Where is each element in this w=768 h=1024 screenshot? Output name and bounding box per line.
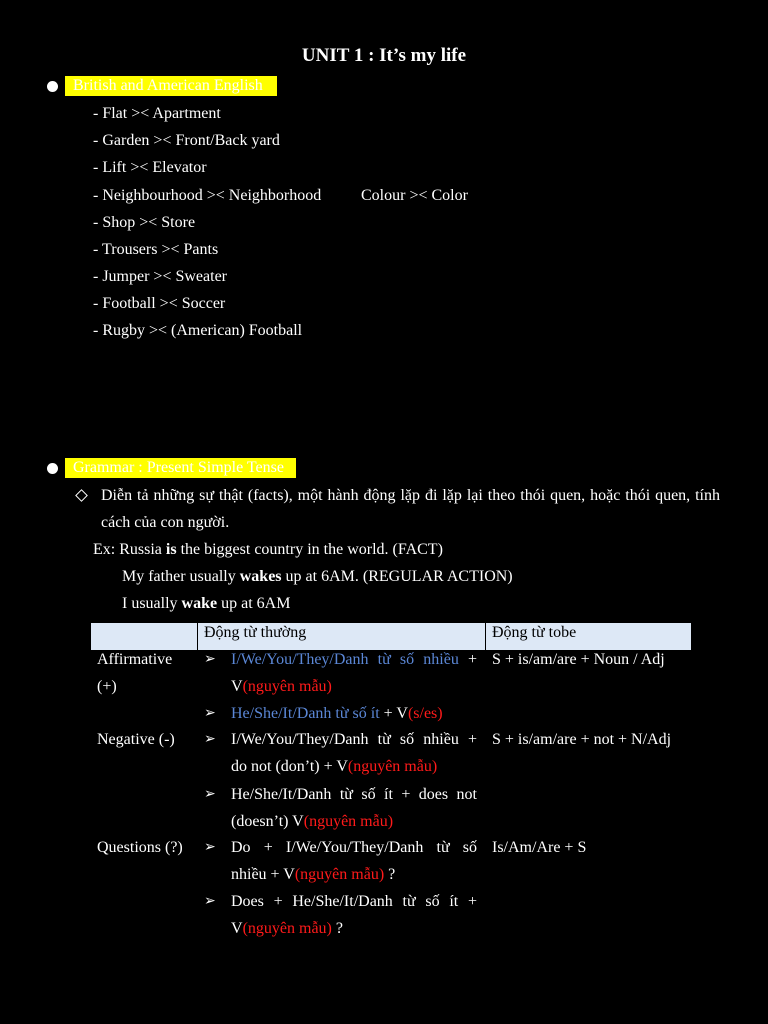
question-singular: Does + He/She/It/Danh từ số ít + V(nguyên mẫu) ? (231, 893, 477, 937)
example-3: I usually wake up at 6AM (122, 595, 291, 612)
vocab-item: - Flat >< Apartment (93, 105, 221, 122)
example-1: Ex: Russia is the biggest country in the world. (FACT) (93, 541, 443, 558)
tobe-questions: Is/Am/Are + S (492, 839, 587, 856)
row-label-affirmative: Affirmative (97, 651, 173, 668)
affirmative-plural: I/We/You/They/Danh từ số nhiều + V(nguyên mẫu) (231, 651, 477, 695)
vocab-item: - Shop >< Store (93, 214, 196, 231)
table-divider (197, 623, 198, 650)
table-header-normal-verbs: Động từ thường (204, 624, 307, 641)
section-heading-grammar: Grammar : Present Simple Tense (73, 459, 284, 476)
arrow-bullet-icon: ➢ (204, 732, 216, 747)
table-divider (485, 623, 486, 650)
page-title: UNIT 1 : It’s my life (301, 45, 467, 66)
vocab-item: - Garden >< Front/Back yard (93, 132, 280, 149)
negative-singular: He/She/It/Danh từ số ít + does not (doesn’t) V(nguyên mẫu) (231, 786, 477, 830)
bullet-icon (47, 463, 58, 474)
arrow-bullet-icon: ➢ (204, 652, 216, 667)
affirmative-singular: He/She/It/Danh từ số ít + V(s/es) (231, 705, 443, 722)
vocab-item: - Football >< Soccer (93, 295, 226, 312)
tobe-affirmative: S + is/am/are + Noun / Adj (492, 651, 665, 668)
arrow-bullet-icon: ➢ (204, 894, 216, 909)
vocab-item: - Trousers >< Pants (93, 241, 219, 258)
vocab-item: - Lift >< Elevator (93, 159, 207, 176)
table-header-tobe: Động từ tobe (492, 624, 577, 641)
row-label-negative: Negative (-) (97, 731, 175, 748)
vocab-item: - Rugby >< (American) Football (93, 322, 303, 339)
section-heading-british-american: British and American English (73, 77, 263, 94)
negative-plural: I/We/You/They/Danh từ số nhiều + do not (don’t) + V(nguyên mẫu) (231, 731, 477, 775)
row-label-questions: Questions (?) (97, 839, 183, 856)
tobe-negative: S + is/am/are + not + N/Adj (492, 731, 672, 748)
vocab-item: - Neighbourhood >< Neighborhood (93, 187, 322, 204)
arrow-bullet-icon: ➢ (204, 706, 216, 721)
grammar-description: Diễn tả những sự thật (facts), một hành động lặp đi lặp lại theo thói quen, hoặc thói quen, tính cách của con người. (101, 487, 720, 531)
question-plural: Do + I/We/You/They/Danh từ số nhiều + V(nguyên mẫu) ? (231, 839, 477, 883)
diamond-bullet-icon (75, 489, 88, 502)
arrow-bullet-icon: ➢ (204, 787, 216, 802)
arrow-bullet-icon: ➢ (204, 840, 216, 855)
vocab-item: - Jumper >< Sweater (93, 268, 228, 285)
vocab-item-extra: Colour >< Color (361, 187, 468, 204)
bullet-icon (47, 81, 58, 92)
row-label-affirmative-sign: (+) (97, 678, 117, 695)
example-2: My father usually wakes up at 6AM. (REGULAR ACTION) (122, 568, 513, 585)
